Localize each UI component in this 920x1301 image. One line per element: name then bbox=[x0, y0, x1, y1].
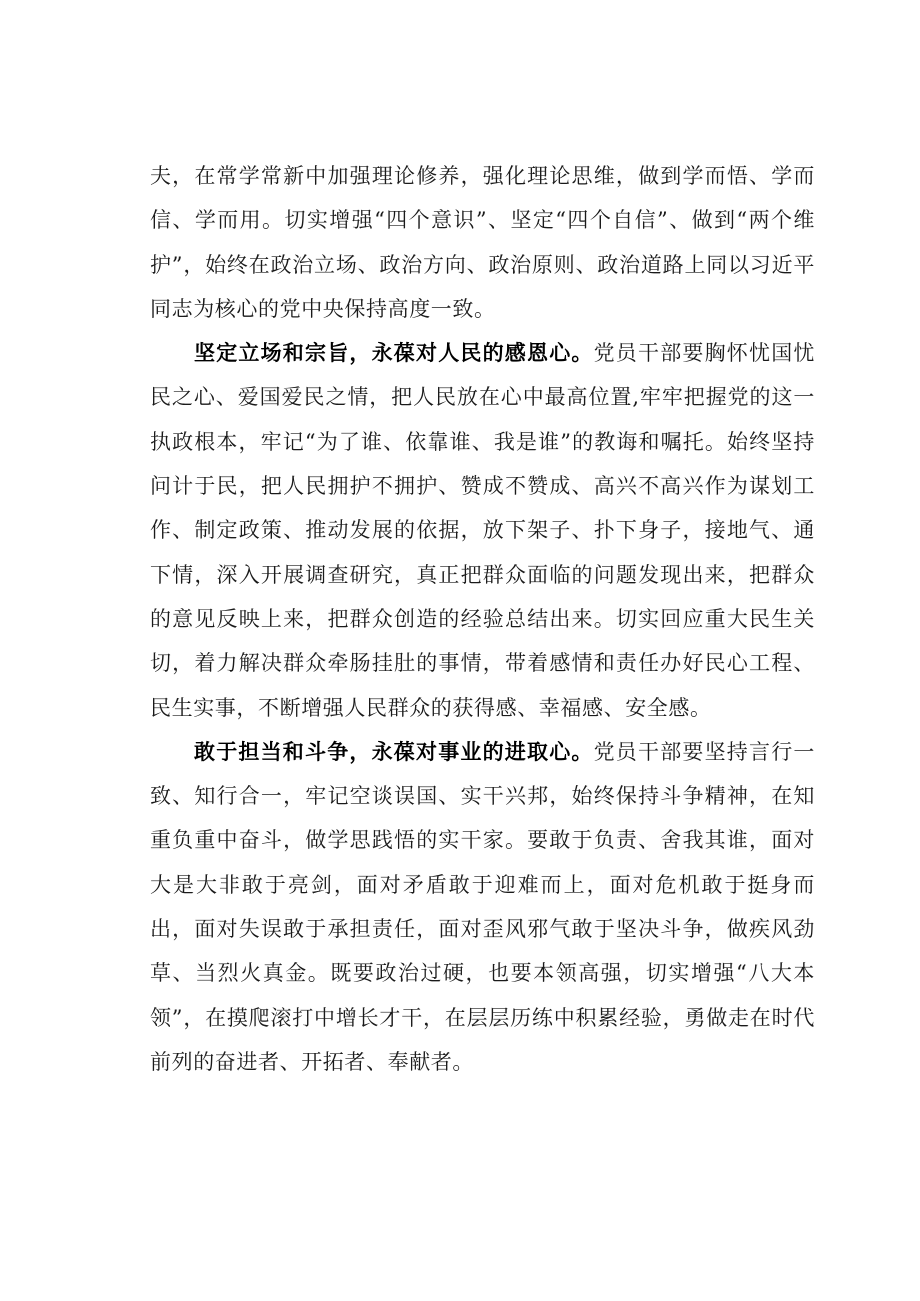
paragraph-lead-bold: 坚定立场和宗旨，永葆对人民的感恩心。 bbox=[194, 340, 594, 366]
paragraph-people bbox=[150, 331, 815, 730]
paragraph-continuation bbox=[150, 154, 815, 331]
paragraph-text: 夫，在常学常新中加强理论修养，强化理论思维，做到学而悟、学而信、学而用。切实增强“四个意识”、坚定“四个自信”、做到“两个维护”，始终在政治立场、政治方向、政治原则、政治道路上同以习近平同志为核心的党中央保持高度一致。 bbox=[150, 164, 815, 321]
paragraph-text: 党员干部要胸怀忧国忧民之心、爱国爱民之情，把人民放在心中最高位置,牢牢把握党的这一执政根本，牢记“为了谁、依靠谁、我是谁”的教诲和嘱托。始终坚持问计于民，把人民拥护不拥护、赞成不赞成、高兴不高兴作为谋划工作、制定政策、推动发展的依据，放下架子、扑下身子，接地气、通下情，深入开展调查研究，真正把群众面临的问题发现出来，把群众的意见反映上来，把群众创造的经验总结出来。切实回应重大民生关切，着力解决群众牵肠挂肚的事情，带着感情和责任办好民心工程、民生实事，不断增强人民群众的获得感、幸福感、安全感。 bbox=[150, 341, 815, 720]
paragraph-text: 党员干部要坚持言行一致、知行合一，牢记空谈误国、实干兴邦，始终保持斗争精神，在知重负重中奋斗，做学思践悟的实干家。要敢于负责、舍我其谁，面对大是大非敢于亮剑，面对矛盾敢于迎难而上，面对危机敢于挺身而出，面对失误敢于承担责任，面对歪风邪气敢于坚决斗争，做疾风劲草、当烈火真金。既要政治过硬，也要本领高强，切实增强“八大本领”，在摸爬滚打中增长才干，在层层历练中积累经验，勇做走在时代前列的奋进者、开拓者、奉献者。 bbox=[150, 739, 815, 1074]
document-body bbox=[150, 154, 815, 1084]
paragraph-lead-bold: 敢于担当和斗争，永葆对事业的进取心。 bbox=[194, 738, 594, 764]
paragraph-career bbox=[150, 730, 815, 1084]
